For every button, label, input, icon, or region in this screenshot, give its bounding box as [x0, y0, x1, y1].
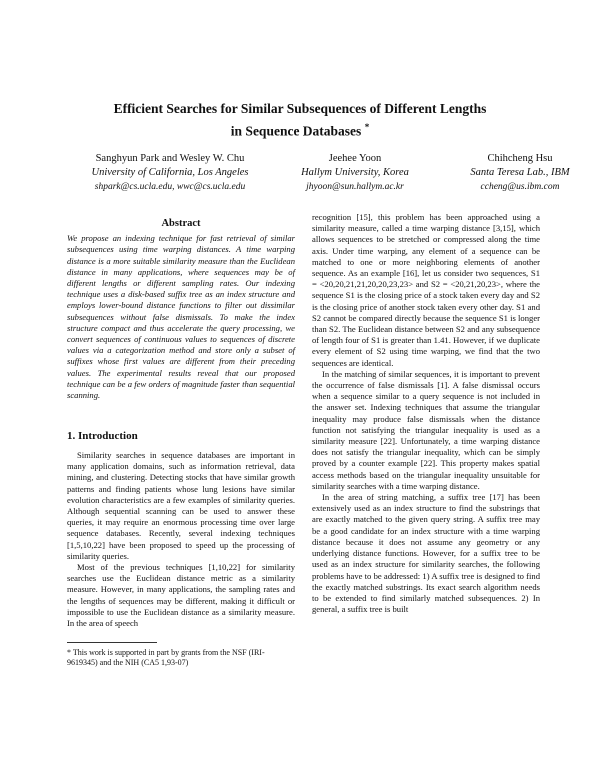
- footnote: [67, 648, 295, 668]
- author-2-name: Jeehee Yoon: [328, 153, 382, 164]
- paper-title: [60, 100, 540, 141]
- abstract-section: [67, 218, 295, 401]
- footnote-text: * This work is supported in part by grants from the NSF (IRI-9619345) and the NIH (CA5 1,93-07): [67, 648, 265, 667]
- title-line-2-text: in Sequence Databases: [230, 123, 362, 139]
- intro-paragraph-2: Most of the previous techniques [1,10,22] for similarity searches use the Euclidean distance metric as a similarity measure. However, in many applications, the sampling rates and the lengths of sequences may be different, making it difficult or impossible to use the Euclidean distance as a similarity measure. In the area of speech: [67, 562, 295, 629]
- title-footnote-mark: *: [364, 122, 370, 132]
- abstract-heading: Abstract: [161, 218, 201, 229]
- author-1: [60, 152, 280, 194]
- title-line-2: [60, 118, 540, 141]
- intro-paragraph-1: Similarity searches in sequence databases are important in many application domains, such as information retrieval, data mining, and clustering. Detecting stocks that have similar growth patterns and finding patients whose lung lesions have similar evolution characteristics are a few examples of similarity queries. Although sequential scanning can be used to answer these queries, it may require an enormous processing time over large sequence databases. Recently, several indexing techniques [1,5,10,22] have been proposed to speed up the processing of similarity queries.: [67, 450, 295, 561]
- author-3-email: ccheng@us.ibm.com: [480, 182, 560, 192]
- right-column: [312, 212, 540, 615]
- author-3-affiliation: Santa Teresa Lab., IBM: [470, 167, 570, 178]
- author-3: [430, 152, 600, 194]
- author-2-affiliation: Hallym University, Korea: [301, 167, 409, 178]
- author-2-email: jhyoon@sun.hallym.ac.kr: [306, 182, 404, 192]
- title-line-1: Efficient Searches for Similar Subsequences of Different Lengths: [113, 101, 487, 116]
- introduction-left-column: [67, 450, 295, 629]
- abstract-text: We propose an indexing technique for fast retrieval of similar subsequences using time warping distances. A time warping distance is a more suitable similarity measure than the Euclidean distance in many applications, where sequences may be of different lengths or different sampling rates. Our indexing technique uses a disk-based suffix tree as an index structure and employs lower-bound distance functions to filter out dissimilar subsequences without false dismissals. To make the index structure compact and thus accelerate the query processing, we convert sequences of continuous values to sequences of discrete values via a categorization method and store only a subset of suffixes whose first values are different from their preceding values. The experimental results reveal that our proposed technique can be a few orders of magnitude faster than sequential scanning.: [67, 233, 295, 401]
- author-2: [270, 152, 440, 194]
- right-paragraph-1: recognition [15], this problem has been approached using a similarity measure, called a time warping distance [3,15], which allows sequences to be stretched or compressed along the time axis. Under time warping, any element of a sequence can be matched to one or more neighboring elements of another sequence. As an example [16], let us consider two sequences, S1 = <20,20,21,21,20,20,23,23> and S2 = <20,21,20,23>, where the sequence S1 is the closing price of a stock taken every day and S2 is the closing price of another stock taken every other day. S1 and S2 cannot be compared directly because the sequence S1 is longer than S2. The Euclidean distance between S2 and any subsequence of length four of S1 is greater than 1.41. However, if we duplicate every element of S2 using time warping, we find that the two sequences are identical.: [312, 212, 540, 368]
- author-1-name: Sanghyun Park and Wesley W. Chu: [95, 153, 245, 164]
- section-heading-introduction: 1. Introduction: [67, 430, 138, 442]
- footnote-divider: [67, 642, 157, 643]
- author-3-name: Chihcheng Hsu: [487, 153, 553, 164]
- author-1-affiliation: University of California, Los Angeles: [91, 167, 249, 178]
- author-1-email: shpark@cs.ucla.edu, wwc@cs.ucla.edu: [94, 182, 246, 192]
- right-paragraph-2: In the matching of similar sequences, it is important to prevent the occurrence of false dismissals [1]. A false dismissal occurs when a sequence similar to a query sequence is not included in the answer set. Indexing techniques that assume the triangular inequality may produce false dismissals when the distance function not satisfying the triangular inequality is used as a similarity measure [22]. Unfortunately, a time warping distance does not satisfy the triangular inequality, which can be simply proved by a counter example [22]. This property makes spatial access methods based on the triangular inequality unsuitable for similarity searches with a time warping distance.: [312, 368, 540, 491]
- right-paragraph-3: In the area of string matching, a suffix tree [17] has been extensively used as an index structure to find the substrings that are exactly matched to the given query string. A suffix tree may be a good candidate for an index structure with a time warping distance because it does not assume any geometry or any underlying distance functions. However, for a suffix tree to be used as an index structure for similarity searches, the following problems have to be addressed: 1) A suffix tree is designed to find the exactly matched substrings. Its exact search algorithm needs to be extended to find similarly matched subsequences. 2) In general, a suffix tree is built: [312, 492, 540, 615]
